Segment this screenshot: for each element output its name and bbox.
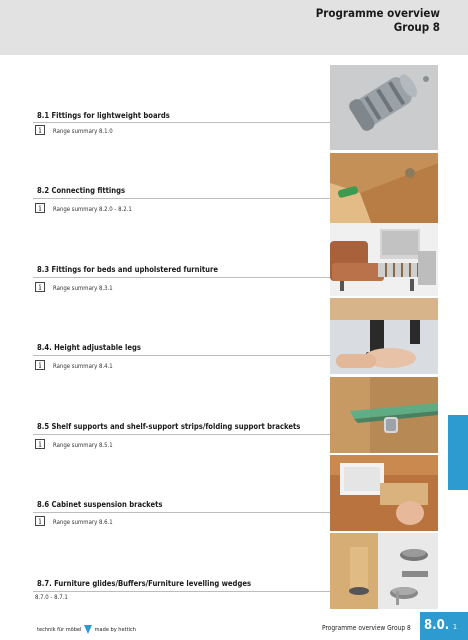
page-number: 8.0. [424, 618, 450, 633]
brand-ribbon-icon [84, 625, 92, 634]
brand-right-text: made by hettich [94, 627, 136, 633]
height-adjustable-leg-photo [330, 298, 438, 374]
range-summary-text: 8.7.0 - 8.7.1 [35, 594, 68, 601]
divider [33, 591, 330, 592]
section-title: 8.2 Connecting fittings [37, 186, 126, 195]
section-title: 8.4. Height adjustable legs [37, 343, 141, 352]
page-title [316, 6, 440, 34]
footer-doc-title: Programme overview Group 8 [322, 624, 411, 632]
page-title-line2: Group 8 [393, 20, 440, 34]
divider [33, 512, 330, 513]
range-summary-link[interactable]: Range summary 8.5.1 [53, 442, 113, 449]
range-summary-link[interactable]: Range summary 8.3.1 [53, 285, 113, 292]
info-icon[interactable]: i [35, 439, 45, 449]
page-subnumber: 1 [453, 623, 458, 631]
divider [33, 277, 330, 278]
info-icon[interactable]: i [35, 203, 45, 213]
info-icon[interactable]: i [35, 516, 45, 526]
cabinet-suspension-bracket-photo [330, 455, 438, 531]
divider [33, 434, 330, 435]
section-title: 8.7. Furniture glides/Buffers/Furniture levelling wedges [37, 579, 252, 588]
info-icon[interactable]: i [35, 360, 45, 370]
divider [33, 122, 330, 123]
page-title-line1: Programme overview [315, 6, 440, 20]
section-title: 8.3 Fittings for beds and upholstered furniture [37, 265, 219, 274]
info-icon[interactable]: i [35, 282, 45, 292]
brand-logo [37, 625, 136, 634]
brand-left-text: technik für möbel [37, 627, 82, 633]
divider [33, 198, 330, 199]
range-summary-link[interactable]: Range summary 8.6.1 [53, 519, 113, 526]
section-title: 8.6 Cabinet suspension brackets [37, 500, 163, 509]
chapter-tab-marker [448, 415, 468, 490]
section-title: 8.1 Fittings for lightweight boards [37, 111, 170, 120]
range-summary-link[interactable]: Range summary 8.2.0 - 8.2.1 [53, 206, 132, 213]
range-summary-link[interactable]: Range summary 8.1.0 [53, 128, 113, 135]
shelf-support-photo [330, 377, 438, 453]
page-number-badge [420, 612, 468, 640]
info-icon[interactable]: i [35, 125, 45, 135]
lightweight-board-fitting-photo [330, 65, 438, 150]
page-header [0, 0, 468, 55]
connecting-fitting-photo [330, 153, 438, 233]
range-summary-link[interactable]: Range summary 8.4.1 [53, 363, 113, 370]
sofa-bed-fitting-photo [330, 223, 438, 296]
section-title: 8.5 Shelf supports and shelf-support strips/folding support brackets [37, 422, 301, 431]
furniture-glide-photo [330, 533, 438, 609]
divider [33, 355, 330, 356]
